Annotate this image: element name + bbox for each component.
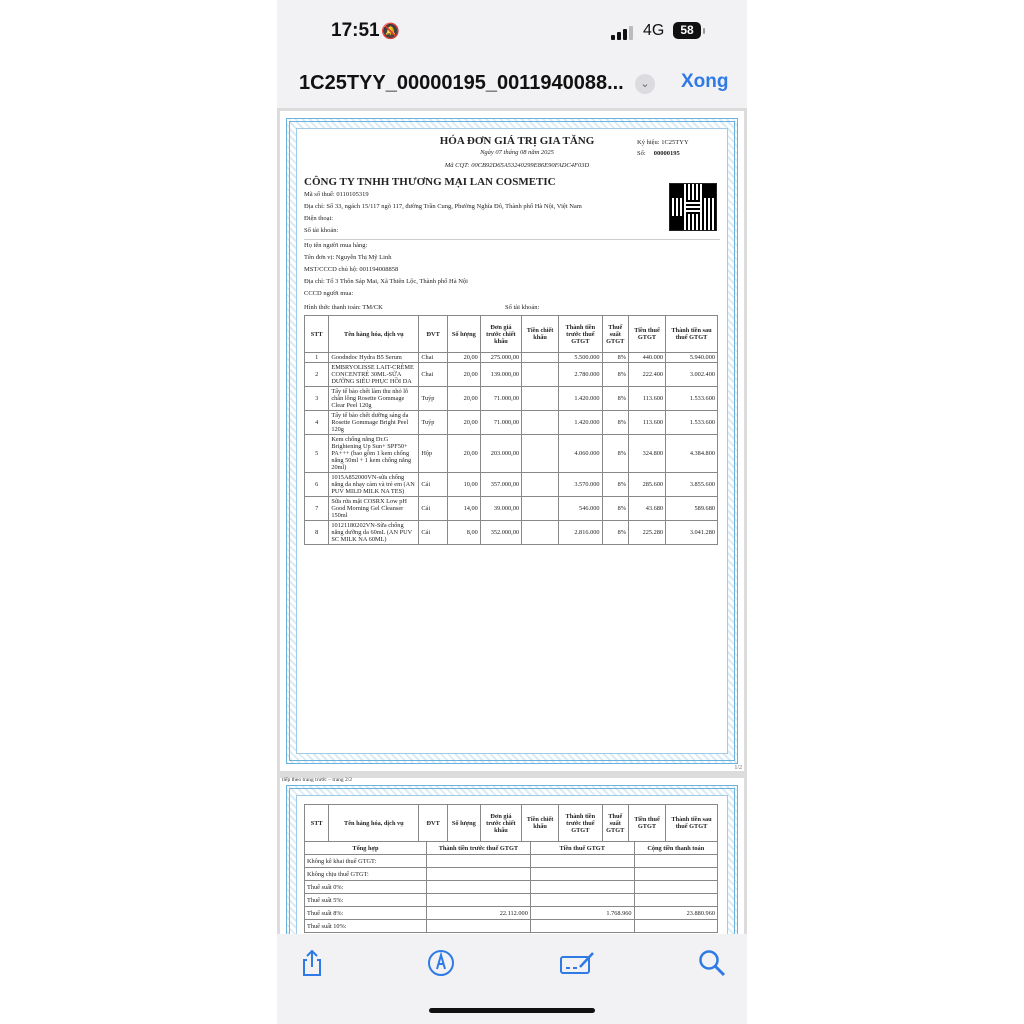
row-name: Tẩy tế bào chết làm thu nhỏ lỗ chân lông Rosette Gommage Clear Peel 120g <box>329 387 419 411</box>
sum-label: Thuế suất 10%: <box>305 920 427 933</box>
col-name: Tên hàng hóa, dịch vụ <box>329 316 419 353</box>
row-qty: 8,00 <box>447 521 480 545</box>
row-qty: 20,00 <box>447 387 480 411</box>
signature-icon[interactable] <box>558 948 596 978</box>
document-title[interactable]: 1C25TYY_00000195_0011940088... <box>299 72 624 94</box>
row-price: 352.000,00 <box>480 521 521 545</box>
row-unit: Chai <box>419 363 448 387</box>
row-name: Kem chống nắng Dr.G Brightening Up Sun+ SPF50+ PA+++ (bao gồm 1 kem chống nắng 50ml + 1 kem chống nắng 20ml) <box>329 435 419 473</box>
table-row <box>305 521 718 545</box>
seller-phone: Điện thoại: <box>304 215 334 222</box>
buyer-tax-id: MST/CCCD chủ hộ: 001194008858 <box>304 266 399 273</box>
table-row <box>305 363 718 387</box>
continued-note: tiếp theo trang trước – trang 2/2 <box>282 777 353 783</box>
table-row <box>305 353 718 363</box>
row-rate: 8% <box>602 363 628 387</box>
markup-icon[interactable] <box>426 948 456 978</box>
sum-total <box>634 868 717 881</box>
row-stt: 6 <box>305 473 329 497</box>
row-name: Goodndoc Hydra B5 Serum <box>329 353 419 363</box>
done-button[interactable]: Xong <box>681 71 729 92</box>
row-qty: 14,00 <box>447 497 480 521</box>
col-rate: Thuế suất GTGT <box>602 316 628 353</box>
row-pre-tax: 1.420.000 <box>559 387 602 411</box>
sum-label: Thuế suất 8%: <box>305 907 427 920</box>
chevron-down-icon[interactable]: ⌄ <box>635 74 655 94</box>
symbol-label: Ký hiệu: <box>637 139 660 146</box>
col-stt: STT <box>305 316 329 353</box>
row-rate: 8% <box>602 497 628 521</box>
summary-header-row <box>305 842 718 855</box>
summary-row <box>305 855 718 868</box>
invoice-border <box>286 785 738 934</box>
pdf-page-2 <box>280 778 744 934</box>
battery-tip <box>703 28 705 34</box>
row-price: 139.000,00 <box>480 363 521 387</box>
sum-tax <box>530 894 634 907</box>
row-total: 3.041.280 <box>666 521 718 545</box>
row-tax: 324.800 <box>628 435 665 473</box>
row-discount <box>522 473 559 497</box>
col-tax: Tiền thuế GTGT <box>628 805 665 842</box>
row-pre-tax: 4.060.000 <box>559 435 602 473</box>
share-icon[interactable] <box>297 948 327 978</box>
sum-total <box>634 855 717 868</box>
row-name: 10121180202VN-Sữa chống nắng dưỡng da 60mL (AN PUV SC MILK NA 60ML) <box>329 521 419 545</box>
row-unit: Hộp <box>419 435 448 473</box>
summary-table <box>304 841 718 933</box>
row-pre-tax: 5.500.000 <box>559 353 602 363</box>
col-unit: ĐVT <box>419 316 448 353</box>
row-discount <box>522 387 559 411</box>
summary-row <box>305 868 718 881</box>
row-name: EMBRYOLISSE LAIT-CRÈME CONCENTRÉ 30ML-SỮA DƯỠNG SIÊU PHỤC HỒI DA <box>329 363 419 387</box>
row-rate: 8% <box>602 435 628 473</box>
row-pre-tax: 2.780.000 <box>559 363 602 387</box>
summary-row <box>305 920 718 933</box>
sum-label: Thuế suất 5%: <box>305 894 427 907</box>
row-qty: 20,00 <box>447 353 480 363</box>
sum-col-tax: Tiền thuế GTGT <box>530 842 634 855</box>
home-indicator[interactable] <box>429 1008 595 1013</box>
row-stt: 2 <box>305 363 329 387</box>
row-rate: 8% <box>602 353 628 363</box>
row-tax: 440.000 <box>628 353 665 363</box>
col-unit: ĐVT <box>419 805 448 842</box>
row-price: 71.000,00 <box>480 411 521 435</box>
row-tax: 285.600 <box>628 473 665 497</box>
invoice-body <box>296 795 728 934</box>
network-type: 4G <box>643 22 665 39</box>
row-total: 3.855.600 <box>666 473 718 497</box>
row-stt: 8 <box>305 521 329 545</box>
summary-row <box>305 881 718 894</box>
row-unit: Tuýp <box>419 411 448 435</box>
items-header-row <box>305 805 718 842</box>
row-qty: 20,00 <box>447 411 480 435</box>
row-qty: 10,00 <box>447 473 480 497</box>
row-unit: Cái <box>419 521 448 545</box>
items-header-row <box>305 316 718 353</box>
col-stt: STT <box>305 805 329 842</box>
sum-tax <box>530 881 634 894</box>
invoice-border <box>286 118 738 764</box>
summary-row <box>305 907 718 920</box>
sum-total <box>634 894 717 907</box>
col-discount: Tiền chiết khấu <box>522 805 559 842</box>
row-pre-tax: 1.420.000 <box>559 411 602 435</box>
items-table <box>304 315 718 545</box>
sum-pre <box>426 881 530 894</box>
pdf-viewer[interactable] <box>277 108 747 934</box>
cellular-signal-icon <box>611 26 635 40</box>
row-stt: 5 <box>305 435 329 473</box>
col-discount: Tiền chiết khấu <box>522 316 559 353</box>
sum-tax <box>530 920 634 933</box>
status-time: 17:51 <box>331 20 380 41</box>
row-unit: Cái <box>419 473 448 497</box>
seller-company: CÔNG TY TNHH THƯƠNG MẠI LAN COSMETIC <box>304 176 556 188</box>
silent-bell-icon: 🔕 <box>381 23 400 40</box>
sum-total <box>634 920 717 933</box>
row-total: 1.533.600 <box>666 387 718 411</box>
row-tax: 113.600 <box>628 387 665 411</box>
col-rate: Thuế suất GTGT <box>602 805 628 842</box>
pdf-page-1 <box>280 111 744 771</box>
sum-pre <box>426 855 530 868</box>
row-price: 39.000,00 <box>480 497 521 521</box>
items-table-continued <box>304 804 718 842</box>
row-pre-tax: 2.816.000 <box>559 521 602 545</box>
row-total: 1.533.600 <box>666 411 718 435</box>
col-pre-tax: Thành tiền trước thuế GTGT <box>559 805 602 842</box>
buyer-unit: Tên đơn vị: Nguyễn Thị Mỹ Linh <box>304 254 392 261</box>
col-price: Đơn giá trước chiết khấu <box>480 805 521 842</box>
sum-pre <box>426 894 530 907</box>
battery-icon: 58 <box>673 22 701 39</box>
row-name: Tẩy tế bào chết dưỡng sáng da Rosette Gommage Bright Peel 120g <box>329 411 419 435</box>
row-name: Sữa rửa mặt COSRX Low pH Good Morning Gel Cleanser 150ml <box>329 497 419 521</box>
col-price: Đơn giá trước chiết khấu <box>480 316 521 353</box>
sum-col-total: Cộng tiền thanh toán <box>634 842 717 855</box>
invoice-symbol-block <box>637 137 689 159</box>
row-rate: 8% <box>602 473 628 497</box>
row-rate: 8% <box>602 521 628 545</box>
row-tax: 43.680 <box>628 497 665 521</box>
col-qty: Số lượng <box>447 805 480 842</box>
row-rate: 8% <box>602 411 628 435</box>
row-stt: 7 <box>305 497 329 521</box>
number-value: 00000195 <box>653 150 680 157</box>
sum-total <box>634 881 717 894</box>
row-qty: 20,00 <box>447 435 480 473</box>
row-total: 5.940.000 <box>666 353 718 363</box>
divider <box>304 239 720 240</box>
table-row <box>305 387 718 411</box>
col-tax: Tiền thuế GTGT <box>628 316 665 353</box>
navigation-bar <box>277 62 747 106</box>
row-stt: 4 <box>305 411 329 435</box>
row-qty: 20,00 <box>447 363 480 387</box>
row-discount <box>522 353 559 363</box>
sum-label: Thuế suất 0%: <box>305 881 427 894</box>
sum-tax: 1.768.960 <box>530 907 634 920</box>
symbol-value: 1C25TYY <box>661 139 689 146</box>
seller-account: Số tài khoản: <box>304 227 339 234</box>
invoice-title: HÓA ĐƠN GIÁ TRỊ GIA TĂNG <box>439 135 595 147</box>
sum-pre <box>426 920 530 933</box>
buyer-name: Họ tên người mua hàng: <box>304 242 368 249</box>
sum-tax <box>530 868 634 881</box>
invoice-body <box>296 128 728 754</box>
row-discount <box>522 363 559 387</box>
row-discount <box>522 497 559 521</box>
row-stt: 1 <box>305 353 329 363</box>
row-discount <box>522 435 559 473</box>
sum-pre <box>426 868 530 881</box>
row-price: 357.000,00 <box>480 473 521 497</box>
row-total: 3.002.400 <box>666 363 718 387</box>
row-unit: Tuýp <box>419 387 448 411</box>
row-tax: 113.600 <box>628 411 665 435</box>
sum-col-label: Tổng hợp <box>305 842 427 855</box>
col-name: Tên hàng hóa, dịch vụ <box>329 805 419 842</box>
search-icon[interactable] <box>697 948 727 978</box>
status-bar <box>277 0 747 60</box>
row-tax: 225.280 <box>628 521 665 545</box>
col-total: Thành tiền sau thuế GTGT <box>666 316 718 353</box>
row-price: 71.000,00 <box>480 387 521 411</box>
sum-pre: 22.112.000 <box>426 907 530 920</box>
sum-label: Không chịu thuế GTGT: <box>305 868 427 881</box>
row-price: 203.000,00 <box>480 435 521 473</box>
row-discount <box>522 521 559 545</box>
payment-method: Hình thức thanh toán: TM/CK <box>304 304 383 311</box>
seller-tax-code: Mã số thuế: 0110105319 <box>304 191 369 198</box>
table-row <box>305 435 718 473</box>
invoice-cqt-code: Mã CQT: 00CB92D65A53240299E86E90FADC4F03D <box>444 162 590 169</box>
buyer-account: Số tài khoản: <box>505 304 540 311</box>
row-total: 4.384.800 <box>666 435 718 473</box>
row-tax: 222.400 <box>628 363 665 387</box>
row-stt: 3 <box>305 387 329 411</box>
table-row <box>305 473 718 497</box>
seller-address: Địa chỉ: Số 33, ngách 15/117 ngõ 117, đường Trần Cung, Phường Nghĩa Đô, Thành phố Hà Nội, Việt Nam <box>304 203 582 210</box>
col-total: Thành tiền sau thuế GTGT <box>666 805 718 842</box>
row-price: 275.000,00 <box>480 353 521 363</box>
buyer-id: CCCD người mua: <box>304 290 354 297</box>
row-rate: 8% <box>602 387 628 411</box>
phone-screen <box>277 0 747 1024</box>
col-qty: Số lượng <box>447 316 480 353</box>
sum-total: 23.880.960 <box>634 907 717 920</box>
buyer-address: Địa chỉ: Tổ 3 Thôn Sáp Mai, Xã Thiên Lộc, Thành phố Hà Nội <box>304 278 468 285</box>
row-unit: Cái <box>419 497 448 521</box>
row-pre-tax: 3.570.000 <box>559 473 602 497</box>
page-number: 1/2 <box>734 765 742 771</box>
number-label: Số: <box>637 150 646 157</box>
table-row <box>305 497 718 521</box>
row-name: 1015A852000VN-sữa chống nắng da nhạy cảm và trẻ em (AN PUV MILD MILK NA TES) <box>329 473 419 497</box>
table-row <box>305 411 718 435</box>
summary-row <box>305 894 718 907</box>
row-discount <box>522 411 559 435</box>
qr-code <box>669 183 717 231</box>
sum-tax <box>530 855 634 868</box>
col-pre-tax: Thành tiền trước thuế GTGT <box>559 316 602 353</box>
sum-col-pre: Thành tiền trước thuế GTGT <box>426 842 530 855</box>
row-total: 589.680 <box>666 497 718 521</box>
row-unit: Chai <box>419 353 448 363</box>
sum-label: Không kê khai thuế GTGT: <box>305 855 427 868</box>
row-pre-tax: 546.000 <box>559 497 602 521</box>
invoice-date: Ngày 07 tháng 08 năm 2025 <box>480 149 554 156</box>
